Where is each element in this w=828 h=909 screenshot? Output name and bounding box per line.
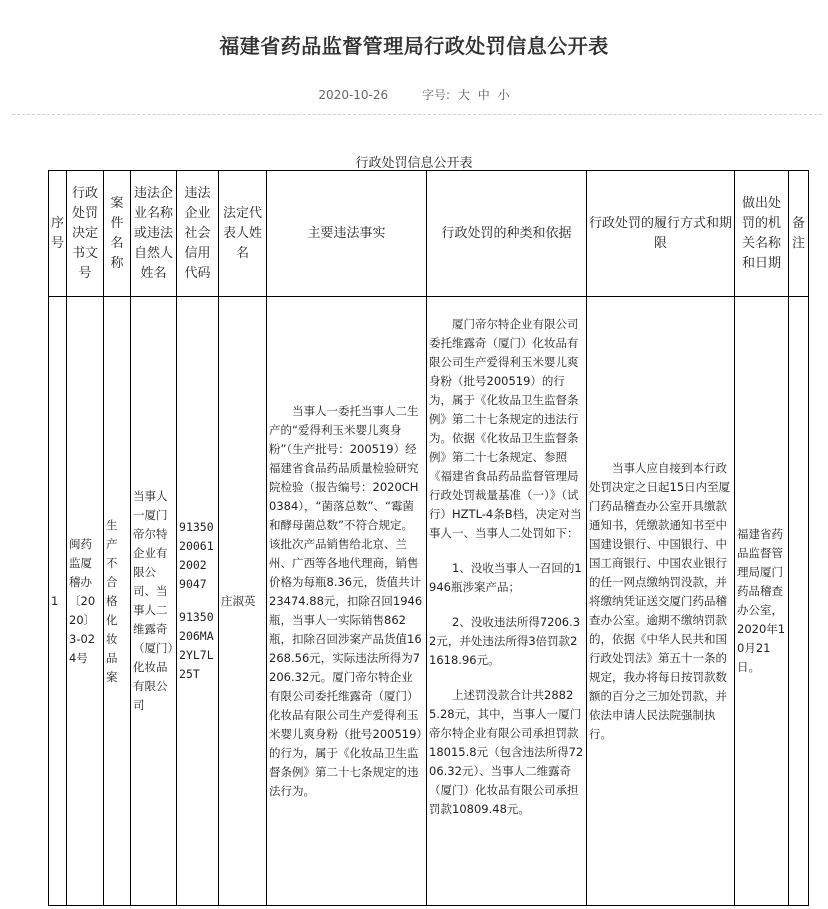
cell-case-name: 生产不合格化妆品案 — [104, 297, 131, 906]
cell-legal-rep: 庄淑英 — [219, 297, 267, 906]
penalty-item-1: 1、没收当事人一召回的1946瓶涉案产品； — [429, 561, 582, 594]
header-case-name: 案件名称 — [104, 171, 131, 297]
header-seq: 序号 — [49, 171, 67, 297]
table-row — [49, 297, 809, 906]
table-header-row — [49, 171, 809, 297]
article-meta — [0, 86, 828, 103]
header-legal-rep: 法定代表人姓名 — [219, 171, 267, 297]
cell-fulfillment — [587, 297, 735, 906]
font-size-medium-button[interactable]: 中 — [477, 88, 490, 102]
publish-date: 2020-10-26 — [318, 88, 389, 102]
cell-penalty — [427, 297, 587, 906]
table-caption: 行政处罚信息公开表 — [355, 156, 473, 171]
penalty-table — [48, 170, 809, 906]
cell-authority: 福建省药品监督管理局厦门药品稽查办公室，2020年10月21日。 — [735, 297, 789, 906]
fulfillment-text: 当事人应自接到本行政处罚决定之日起15日内至厦门药品稽查办公室开具缴款通知书，凭缴款通知书至中国建设银行、中国银行、中国工商银行、中国农业银行的任一网点缴纳罚没款，并将缴纳凭证送交厦门药品稽查办公室。逾期不缴纳罚款的，依据《中华人民共和国行政处罚法》第五十一条的规定，我办将每日按罚款数额的百分之三加处罚款，并依法申请人民法院强制执行。 — [589, 460, 731, 741]
credit-code-2: 91350206MA2YL7L25T — [179, 610, 214, 681]
cell-violator: 当事人一厦门帝尔特企业有限公司、当事人二维露奇（厦门）化妆品有限公司 — [131, 297, 177, 906]
header-remarks: 备注 — [789, 171, 809, 297]
header-penalty: 行政处罚的种类和依据 — [427, 171, 587, 297]
cell-seq: 1 — [49, 297, 67, 906]
header-doc-no: 行政处罚决定书文号 — [67, 171, 104, 297]
header-authority: 做出处罚的机关名称和日期 — [735, 171, 789, 297]
header-fulfillment: 行政处罚的履行方式和期限 — [587, 171, 735, 297]
credit-code-1: 91350200612002 9047 — [179, 520, 214, 591]
penalty-summary: 上述罚没款合计共28825.28元，其中，当事人一厦门帝尔特企业有限公司承担罚款18015.8元（包含违法所得7206.32元）、当事人二维露奇（厦门）化妆品有限公司承担罚款10809.48元。 — [429, 688, 584, 816]
header-violator: 违法企业名称或违法自然人姓名 — [131, 171, 177, 297]
penalty-intro: 厦门帝尔特企业有限公司委托维露奇（厦门）化妆品有限公司生产爱得利玉米婴儿爽身粉（批号200519）的行为，属于《化妆品卫生监督条例》第二十七条规定的违法行为。依据《化妆品卫生监督条例》第二十七条规定、参照《福建省食品药品监督管理局行政处罚裁量基准（一）》（试行）HZTL-4条B档，决定对当事人一、当事人二处罚如下： — [429, 317, 582, 540]
cell-facts — [267, 297, 427, 906]
facts-text: 当事人一委托当事人二生产的“爱得利玉米婴儿爽身粉”（生产批号：200519）经福建省食品药品质量检验研究院检验（报告编号：2020CH0384），“菌落总数”、“霉菌和酵母菌总数”不符合规定。该批次产品销售给北京、兰州、广西等各地代理商，销售价格为每瓶8.36元，货值共计23474.88元，扣除召回1946瓶，当事人一实际销售862瓶，扣除召回涉案产品货值16268.56元，实际违法所得为7206.32元。厦门帝尔特企业有限公司委托维露奇（厦门）化妆品有限公司生产爱得利玉米婴儿爽身粉（批号200519）的行为，属于《化妆品卫生监督条例》第二十七条规定的违法行为。 — [269, 403, 423, 798]
cell-remarks — [789, 297, 809, 906]
penalty-item-2: 2、没收违法所得7206.32元，并处违法所得3倍罚款21618.96元。 — [429, 615, 581, 667]
font-size-small-button[interactable]: 小 — [497, 88, 510, 102]
divider — [12, 114, 822, 115]
cell-credit-code — [177, 297, 219, 906]
page-title: 福建省药品监督管理局行政处罚信息公开表 — [219, 34, 609, 58]
font-size-large-button[interactable]: 大 — [457, 88, 470, 102]
font-size-label: 字号: — [422, 88, 451, 102]
header-credit-code: 违法企业社会信用代码 — [177, 171, 219, 297]
cell-doc-no: 闽药监厦稽办〔2020〕3-024号 — [67, 297, 104, 906]
header-facts: 主要违法事实 — [267, 171, 427, 297]
